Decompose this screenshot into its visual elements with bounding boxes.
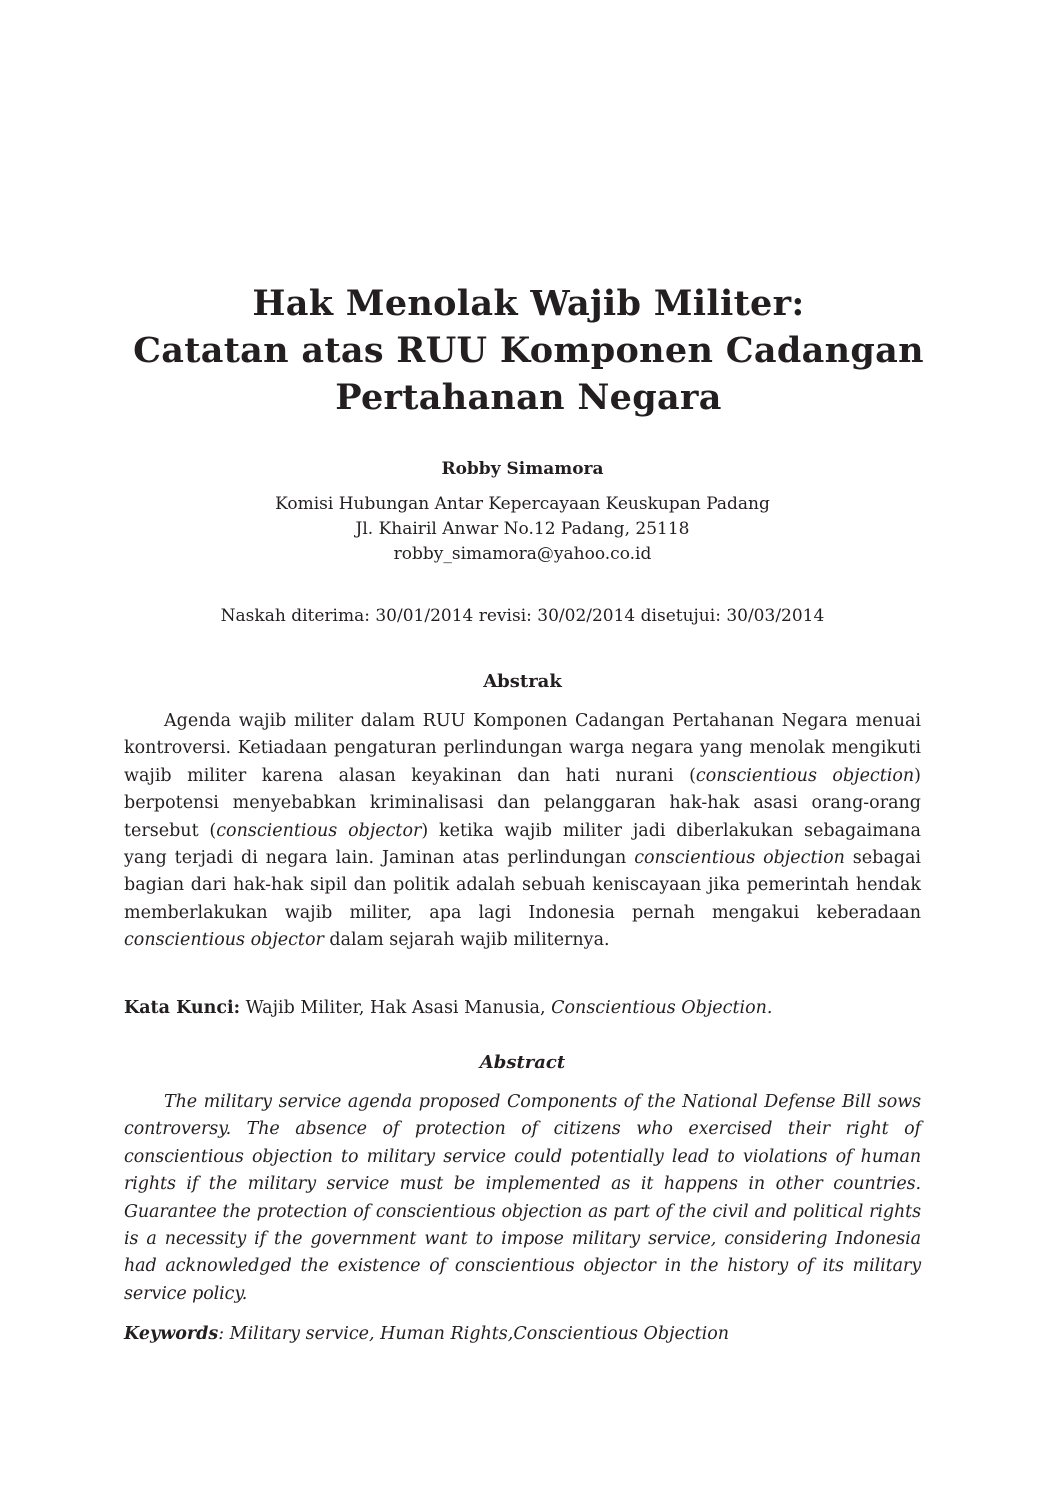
abstrak-text-1: Agenda wajib militer dalam RUU Komponen Cadangan Pertahanan Negara menuai kontroversi. Ketiadaan pengaturan perlindungan warga negara yang menolak mengikuti wajib militer karena alasan keyakinan dan hati nurani (: [124, 711, 921, 786]
abstrak-text-5: dalam sejarah wajib militernya.: [323, 930, 610, 951]
author-name: Robby Simamora: [441, 459, 604, 479]
kata-kunci-term-italic: Conscientious Objection.: [551, 998, 773, 1018]
title-line-2: Catatan atas RUU Komponen Cadangan: [133, 330, 924, 371]
paper-title: [0, 280, 1057, 421]
title-line-1: Hak Menolak Wajib Militer:: [252, 283, 805, 324]
abstrak-term-4: conscientious objector: [124, 930, 324, 951]
abstrak-text-3: ) ketika wajib militer jadi diberlakukan sebagaimana yang terjadi di negara lain. Jaminan atas perlindungan: [124, 820, 921, 869]
abstract-body: The military service agenda proposed Components of the National Defense Bill sows controversy. The absence of protection of citizens who exercised their right of conscientious objection to military service could potentially lead to violations of human rights if the military service must be implemented as it happens in other countries. Guarantee the protection of conscientious objection as part of the civil and political rights is a necessity if the government want to impose military service, considering Indonesia had acknowledged the existence of conscientious objector in the history of its military service policy.: [124, 1092, 921, 1304]
abstrak-heading: Abstrak: [483, 671, 562, 692]
abstrak-term-2: conscientious objector: [216, 820, 422, 841]
kata-kunci-terms: Wajib Militer, Hak Asasi Manusia,: [240, 998, 552, 1018]
author-affiliation: [0, 492, 1045, 567]
kata-kunci: [124, 996, 921, 1020]
keywords: [124, 1322, 921, 1346]
abstrak-text-2: ) berpotensi menyebabkan kriminalisasi dan pelanggaran hak-hak asasi orang-orang tersebut (: [124, 765, 921, 841]
affiliation-institution: Komisi Hubungan Antar Kepercayaan Keuskupan Padang: [275, 494, 770, 514]
keywords-terms: : Military service, Human Rights,Conscientious Objection: [218, 1324, 730, 1344]
kata-kunci-label: Kata Kunci:: [124, 998, 241, 1018]
keywords-label: Keywords: [124, 1324, 219, 1344]
abstrak-body: [124, 708, 921, 955]
affiliation-address: Jl. Khairil Anwar No.12 Padang, 25118: [355, 519, 690, 539]
submission-dates: Naskah diterima: 30/01/2014 revisi: 30/02/2014 disetujui: 30/03/2014: [220, 606, 825, 626]
title-line-3: Pertahanan Negara: [335, 377, 722, 418]
abstrak-term-1: conscientious objection: [695, 765, 915, 786]
abstract-heading: Abstract: [479, 1052, 566, 1073]
author-email: robby_simamora@yahoo.co.id: [393, 544, 652, 564]
abstrak-text-4: sebagai bagian dari hak-hak sipil dan politik adalah sebuah keniscayaan jika pemerintah hendak memberlakukan wajib militer, apa lagi Indonesia pernah mengakui keberadaan: [124, 848, 921, 923]
abstrak-term-3: conscientious objection: [634, 848, 845, 869]
